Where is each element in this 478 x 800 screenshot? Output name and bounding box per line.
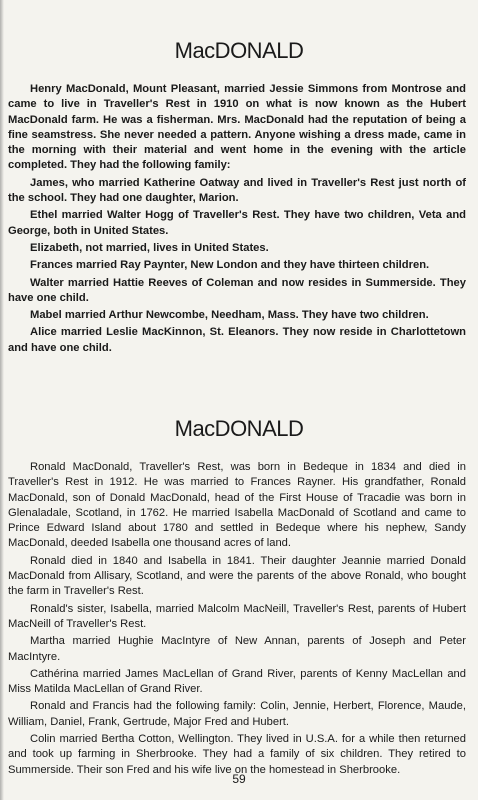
paragraph: Ronald MacDonald, Traveller's Rest, was born in Bedeque in 1834 and died in Traveller's Rest in 1912. He was married to Frances Rayner. His grandfather, Ronald MacDonald, son of Donald MacDonald, head of the First House of Tracadie was born in Glenaladale, Scotland, in 1762. He married Isabella MacDonald of Scotland and came to Prince Edward Island about 1780 and settled in Bedeque where his nephew, Sandy MacDonald, deeded Isabella one thousand acres of land. — [8, 461, 466, 550]
section-body — [8, 460, 466, 780]
paragraph: Ronald's sister, Isabella, married Malcolm MacNeill, Traveller's Rest, parents of Hubert MacNeill of Traveller's Rest. — [8, 602, 466, 630]
paragraph: Ronald died in 1840 and Isabella in 1841. Their daughter Jeannie married Donald MacDonald from Allisary, Scotland, and were the parents of the above Ronald, who bought the farm in Traveller's Rest. — [8, 554, 466, 598]
paragraph: Cathérina married James MacLellan of Grand River, parents of Kenny MacLellan and Miss Matilda MacLellan of Grand River. — [8, 667, 466, 696]
paragraph: Ethel married Walter Hogg of Traveller's Rest. They have two children, Veta and George, both in United States. — [8, 209, 466, 237]
paragraph: Martha married Hughie MacIntyre of New Annan, parents of Joseph and Peter MacIntyre. — [8, 635, 466, 663]
paragraph: Colin married Bertha Cotton, Wellington. They lived in U.S.A. for a while then returned and took up farming in Sherbrooke. They had a family of six children. They retired to Summerside. Their son Fred and his wife live on the homestead in Sherbrooke. — [8, 733, 466, 776]
paragraph: Mabel married Arthur Newcombe, Needham, Mass. They have two children. — [30, 309, 429, 322]
section-body — [8, 82, 466, 358]
paragraph: Ronald and Francis had the following family: Colin, Jennie, Herbert, Florence, Maude, William, Daniel, Frank, Gertrude, Major Fred and Hubert. — [8, 700, 466, 728]
section-heading: MacDONALD — [174, 416, 304, 441]
paragraph: Walter married Hattie Reeves of Coleman and now resides in Summerside. They have one child. — [8, 276, 466, 304]
paragraph: Alice married Leslie MacKinnon, St. Eleanors. They now reside in Charlottetown and have one child. — [8, 326, 466, 354]
page-edge-shadow — [0, 0, 4, 800]
paragraph: James, who married Katherine Oatway and lived in Traveller's Rest just north of the school. They had one daughter, Marion. — [8, 176, 466, 205]
paragraph: Elizabeth, not married, lives in United States. — [30, 241, 269, 254]
paragraph: Frances married Ray Paynter, New London and they have thirteen children. — [30, 259, 430, 272]
section-heading: MacDONALD — [174, 38, 304, 63]
page-number: 59 — [232, 772, 246, 786]
paragraph: Henry MacDonald, Mount Pleasant, married Jessie Simmons from Montrose and came to live in Traveller's Rest in 1910 on what is now known as the Hubert MacDonald farm. He was a fisherman. Mrs. MacDonald had the reputation of being a fine seamstress. She never needed a pattern. Anyone wishing a dress made, came in the morning with their material and went home in the evening with the article completed. They had the following family: — [8, 83, 466, 172]
